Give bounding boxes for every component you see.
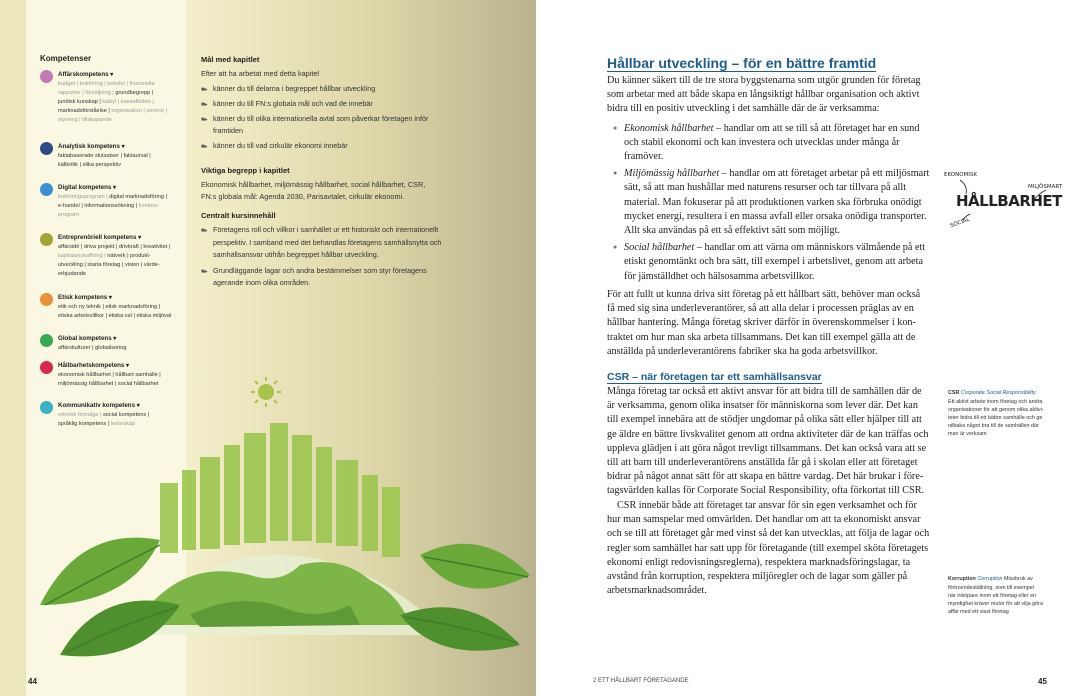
competency-term: miljömässig hållbarhet | social hållbarhet	[58, 381, 159, 387]
text-line: traktet om hur man ska arbeta tillsammans. Det kan till exempel gälla att de	[607, 331, 916, 343]
text-line: Många företag tar också ett aktivt ansvar för att bidra till de samhällen där de	[607, 386, 922, 397]
competency-title: Entreprenöriell kompetens ▾	[58, 234, 141, 241]
skyline	[160, 423, 400, 557]
left-page-number: 44	[28, 677, 37, 686]
competency-icon	[40, 293, 53, 306]
competency-line	[58, 162, 121, 168]
bullet-text: framöver.	[624, 151, 664, 162]
margin-note-line: teter bidra till ett bättre samhälle och ge	[948, 415, 1043, 421]
competency-term: organisation | service |	[111, 108, 168, 114]
competency-icon	[40, 70, 53, 83]
bullet-text: Allt ska användas på ett så effektivt sätt som möjligt.	[624, 225, 840, 236]
competency-term: juridisk kunskap |	[58, 99, 103, 105]
bullet-term: Social hållbarhet	[624, 242, 695, 254]
goal-text: känner du till vad cirkulär ekonomi innebär	[213, 141, 348, 150]
goal-item-line	[201, 99, 373, 108]
competency-term: erbjudande	[58, 271, 86, 277]
competency-term: styrning |	[58, 117, 83, 123]
goal-item-line	[201, 126, 243, 135]
competencies-heading: Kompetenser	[40, 54, 92, 63]
competency-term: utveckling | starta företag | vision | värde-	[58, 262, 160, 268]
competency-line	[58, 117, 112, 123]
competency-term: ekonomisk hållbarhet | hållbart samhälle |	[58, 372, 161, 378]
competency-term: bokföringsprogram |	[58, 194, 110, 200]
text-line: avstånd från korruption, respektera miljöregler och de lagar som gäller på	[607, 571, 908, 582]
competency-icon	[40, 334, 53, 347]
goal-item-line	[201, 84, 375, 93]
competency-line	[58, 212, 79, 218]
sketch-arrows	[940, 170, 1070, 240]
competency-title: Affärskompetens ▾	[58, 71, 113, 78]
goals-heading: Mål med kapitlet	[201, 55, 260, 64]
sun-icon	[251, 377, 281, 407]
text-line: ekonomi enligt redovisningsreglerna), respektera marknadsföringslagar, ta	[607, 556, 911, 568]
margin-note-line: man är verksam	[948, 431, 987, 437]
competency-line	[58, 194, 167, 200]
competency-term: social kompetens |	[102, 412, 150, 418]
bullet-text: – handlar om att företaget arbetar på ett miljösmart	[719, 168, 930, 180]
competency-line	[58, 99, 154, 105]
margin-note-line: när inköpare inom ett företag eller en	[948, 593, 1037, 599]
sketch-label-ekonomisk: EKONOMISK	[944, 172, 978, 178]
competency-title: Digital kompetens ▾	[58, 184, 116, 191]
bullet-line	[624, 256, 923, 267]
margin-term: Korruption	[948, 576, 976, 582]
content-text: agerande inom olika områden.	[213, 278, 311, 287]
margin-note-line: förtroendeställning, som till exempel	[948, 585, 1034, 591]
margin-note-line: myndighet kräver mutor för att vilja göra	[948, 601, 1043, 607]
competency-title: Etisk kompetens ▾	[58, 294, 112, 301]
arrow-bullet-icon: ■▸	[201, 117, 208, 123]
competency-title: Global kompetens ▾	[58, 335, 116, 342]
concepts-line-2: FN:s globala mål: Agenda 2030, Parisavtalet, cirkulär ekonomi.	[201, 192, 405, 201]
competency-term: digital marknadsföring |	[109, 194, 167, 200]
bullet-line	[624, 225, 840, 236]
bullet-dot-icon: ●	[613, 124, 618, 132]
margin-term: CSR	[948, 390, 960, 396]
concepts-line-1: Ekonomisk hållbarhet, miljömässig hållbarhet, social hållbarhet, CSR,	[201, 180, 426, 189]
competency-term: nätverk | produkt-	[107, 253, 151, 259]
competency-term: källkritik | olika perspektiv	[58, 162, 122, 168]
competency-term: kapitalanskaffning |	[58, 253, 108, 259]
right-page-number: 45	[1038, 677, 1047, 686]
competency-line	[58, 304, 160, 310]
text-line: hållbar hantering. Många företag skriver därför in överenskommelser i kon-	[607, 317, 916, 329]
sketch-label-social: SOCIAL	[949, 216, 971, 230]
competency-line	[58, 253, 151, 259]
bullet-text: – handlar om att se till så att företaget har en sund	[713, 122, 920, 134]
chapter-footer: 2 ETT HÅLLBART FÖRETAGANDE	[593, 678, 689, 684]
bullet-line	[624, 151, 663, 162]
competency-term: grundbegrepp |	[115, 90, 154, 96]
competency-term: faktabaserade slutsatser | faktaurval |	[58, 153, 151, 159]
content-text: samhällsansvar utifrån begreppet hållbar utveckling.	[213, 250, 379, 259]
competency-term: affärsidé | driva projekt | drivkraft | kreativitet |	[58, 244, 171, 250]
competency-icon	[40, 233, 53, 246]
arrow-bullet-icon: ■▸	[201, 144, 208, 150]
bullet-text: – handlar om att värna om människors välmående på ett	[694, 242, 926, 254]
margin-note-line: nilbaka något bra till de samhällen där	[948, 423, 1039, 429]
content-text: Grundläggande lagar och andra bestämmelser som styr företagens	[213, 265, 427, 275]
content-item-line	[201, 250, 379, 259]
competency-line	[58, 203, 159, 209]
bullet-term: Miljömässig hållbarhet	[624, 168, 720, 180]
content-text: Företagens roll och villkor i samhället ur ett historiskt och internationellt	[213, 225, 439, 234]
bullet-term: Ekonomisk hållbarhet	[624, 122, 714, 134]
text-line: få med sig sina underleverantörer, så att alla delar i processen präglas av en	[607, 303, 914, 315]
competency-line	[58, 90, 153, 96]
content-item-line	[201, 238, 441, 247]
content-item-line	[201, 225, 438, 234]
competency-term: rapporter | försäljning |	[58, 90, 116, 96]
bullet-line	[624, 182, 906, 193]
bullet-line	[624, 123, 919, 134]
competency-term: etiska arbetsvillkor | etiska val | etiska miljöval	[58, 313, 172, 319]
margin-note-line: Ett aktivt arbete inom företag och andra	[948, 399, 1043, 405]
competency-term: affärskulturer | globalisering	[58, 345, 127, 351]
goal-text: känner du till delarna i begreppet hållbar utveckling	[213, 84, 376, 93]
text-line: tagsvärlden kallas för Corporate Social Responsibility, ofta förkortat till CSR.	[607, 485, 925, 497]
competency-term: marknadsförståelse |	[58, 108, 112, 114]
competency-line	[58, 244, 170, 250]
content-text: perspektiv. I samband med det behandlas företagens samhällsnytta och	[213, 237, 442, 247]
competency-term: program	[58, 212, 79, 218]
competency-term: kalkyl | kassaflöden |	[102, 99, 154, 105]
goal-text: framtiden	[213, 126, 243, 135]
text-line: regler som samhället har satt upp för företagande (till exempel sköta företagets	[607, 542, 929, 554]
arrow-bullet-icon: ■▸	[201, 228, 208, 234]
competency-line	[58, 313, 171, 319]
text-line: bidra till en positiv utveckling i det samhälle där de är verksamma:	[607, 103, 880, 115]
goal-item-line	[201, 141, 348, 150]
competency-term: ledarskap	[110, 421, 136, 427]
bullet-line	[624, 271, 814, 282]
competency-term: kontors-	[138, 203, 159, 209]
competency-line	[58, 153, 151, 159]
sketch-word-hallbarhet: HÅLLBARHET	[956, 192, 1062, 210]
page-title: Hållbar utveckling – för en bättre framtid	[607, 55, 877, 71]
competency-title: Hållbarhetskompetens ▾	[58, 362, 129, 369]
bullet-text: för jämställdhet och hälsosamma arbetsvillkor.	[624, 270, 815, 282]
csr-heading: CSR – när företagen tar ett samhällsansvar	[607, 371, 822, 383]
arrow-bullet-icon: ■▸	[201, 102, 208, 108]
bullet-line	[624, 168, 929, 179]
goal-text: känner du till olika internationella avtal som påverkar företagen inför	[213, 114, 429, 123]
competency-title: Kommunikativ kompetens ▾	[58, 402, 140, 409]
content-heading: Centralt kursinnehåll	[201, 211, 276, 220]
bullet-line	[624, 197, 922, 208]
bullet-text: mycket energi, resultera i en massa avfall eller orsaka onödiga transporter.	[624, 210, 927, 222]
text-line: till att barn till underleverantörens anställda får gå i skolan eller att företaget	[607, 457, 918, 468]
competency-term: språklig kompetens |	[58, 421, 111, 427]
margin-note-csr-title	[948, 390, 1036, 396]
content-item-line	[201, 266, 427, 275]
bullet-line	[624, 137, 900, 148]
competency-title: Analytisk kompetens ▾	[58, 143, 125, 150]
bullet-text: material. Man fokuserar på att produktionen varken ska förbruka onödigt	[624, 196, 922, 208]
goal-text: känner du till FN:s globala mål och vad de innebär	[213, 99, 373, 108]
text-line: och se till att företaget går med vinst så det kan utvecklas, att följa de lagar och	[607, 528, 930, 540]
margin-first-text: Missbruk av	[1004, 576, 1033, 582]
bullet-text: etiskt genomtänkt och bra sätt, till exempel i arbetslivet, genom att arbeta	[624, 256, 924, 268]
text-line: bidrar på något annat sätt för att skapa en bättre vardag. Det här brukar i före-	[607, 471, 924, 483]
text-line: CSR innebär både att företaget tar ansvar för sin egen verksamhet och för	[617, 500, 917, 511]
margin-note-line: organisationer för att genom olika aktivi-	[948, 407, 1044, 413]
bullet-text: sätt, så att man hushållar med naturens resurser och tar tillvara på allt	[624, 182, 907, 194]
arrow-bullet-icon: ■▸	[201, 87, 208, 93]
text-line: som arbetar med att både skapa en långsiktigt hållbar organisation och aktivt	[607, 89, 920, 101]
text-line: är verksamma, genom olika insatser för människorna som lever där. Det kan	[607, 400, 918, 412]
competency-term: e-handel | informationssökning |	[58, 203, 139, 209]
competency-term: tillskapande	[82, 117, 112, 123]
goal-item-line	[201, 114, 428, 123]
bullet-line	[624, 211, 927, 222]
bullet-dot-icon: ●	[613, 244, 618, 252]
text-line: ge äldre en bättre livskvalitet genom att ordna aktiviteter där de kan träffas och	[607, 428, 929, 440]
text-line: anställda på underleverantörens fabriker ska ha goda arbetsvillkor.	[607, 345, 878, 357]
arrow-bullet-icon: ■▸	[201, 268, 208, 275]
text-line: uppleva glädjen i att göra något trevligt tillsammans. Det kan också vara att se	[607, 442, 927, 454]
margin-note-line: affär med ett visst företag	[948, 609, 1009, 615]
competency-icon	[40, 142, 53, 155]
bullet-dot-icon: ●	[613, 170, 618, 178]
green-city-earth-illustration	[40, 375, 530, 670]
competency-term: etik och ny teknik | etisk marknadsföring |	[58, 304, 161, 310]
competency-term: retorisk förmåga |	[58, 412, 103, 418]
bullet-text: och stabil ekonomi och kan investera och utvecklas under många år	[624, 136, 900, 148]
concepts-heading: Viktiga begrepp i kapitlet	[201, 166, 290, 175]
text-line: För att fullt ut kunna driva sitt företag på ett hållbart sätt, behöver man också	[607, 289, 921, 300]
margin-term-english: Corporate Social Responsibility	[960, 390, 1036, 396]
left-page-margin-strip	[0, 0, 26, 696]
competency-icon	[40, 183, 53, 196]
competency-line	[58, 271, 86, 277]
text-line: hur man samspelar med omvärlden. Det handlar om att ta ekonomiskt ansvar	[607, 514, 921, 526]
bullet-line	[624, 242, 925, 253]
text-line: Du känner säkert till de tre stora byggstenarna som utgör grunden för företag	[607, 75, 921, 86]
sketch-label-miljosmart: MILJÖSMART	[1028, 184, 1063, 190]
goals-intro: Efter att ha arbetat med detta kapitel	[201, 69, 320, 78]
text-line: till exempel innebära att de stödjer ungdomar på olika sätt eller hjälper till att	[607, 414, 922, 426]
competency-term: budget | bokföring | bokslut | finansiella	[58, 81, 155, 87]
margin-term-english: Corruption	[977, 576, 1003, 582]
content-item-line	[201, 278, 310, 287]
competency-icon	[40, 361, 53, 374]
margin-note-korruption-title	[948, 576, 1033, 582]
text-line: arbetsmarknadsområdet.	[607, 585, 707, 597]
competency-line	[58, 262, 160, 268]
competency-line	[58, 81, 154, 87]
competency-line	[58, 108, 167, 114]
competency-line	[58, 345, 127, 351]
